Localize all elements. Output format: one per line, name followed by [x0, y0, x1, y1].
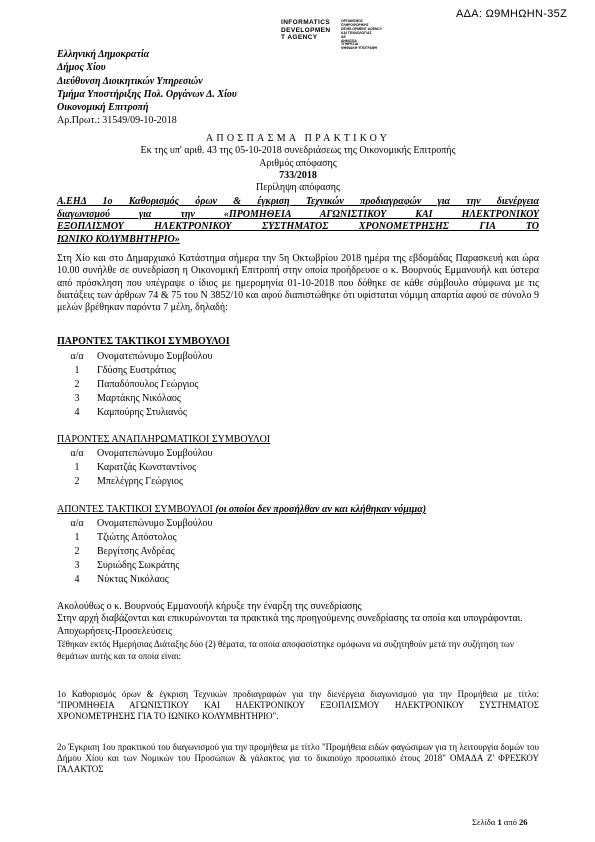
sender-municipality: Δήμος Χίου — [57, 62, 106, 74]
minutes-paragraph: Στην αρχή διαβάζονται και επικυρώνονται τα πρακτικά της προηγούμενης συνεδρίασης τα οποία και υπογράφονται. — [57, 613, 523, 625]
subject: Α.ΕΗΔ 1ο Καθορισμός όρων & έγκριση Τεχνικών προδιαγραφών για την διενέργεια διαγωνισμού για την «ΠΡΟΜΗΘΕΙΑ ΑΓΩΝΙΣΤΙΚΟΥ ΚΑΙ ΗΛΕΚΤΡΟΝΙΚΟΥ ΕΞΟΠΛΙΣΜΟΥ ΗΛΕΚΤΡΟΝΙΚΟΥ ΣΥΣΤΗΜΑΤΟΣ ΧΡΟΝΟΜΕΤΡΗΣΗΣ ΓΙΑ ΤΟ ΙΩΝΙΚΟ ΚΟΛΥΜΒΗΤΗΡΙΟ» — [57, 196, 539, 245]
decision-number: 733/2018 — [279, 169, 317, 181]
list-item: 2 Βεργίτσης Ανδρέας — [74, 546, 175, 557]
sender-department: Τμήμα Υποστήριξης Πολ. Οργάνων Δ. Χίου — [57, 88, 237, 100]
list-item: 4 Καμπούρης Στυλιανός — [74, 407, 187, 418]
logo-text: INFORMATICS DEVELOPMEN T AGENCY — [281, 19, 331, 42]
absent-list — [57, 517, 213, 587]
agenda-item-2: 2ο Έγκριση 1ου πρακτικού του διαγωνισμού για την προμήθεια με τίτλο "Προμήθεια ειδών φαγώσιμων για τη λειτουργία δομών του Δήμου Χίου και των Νομικών του Προσώπων & γάλακτος για το δικαιούχο προσωπικό έτους 2018" ΟΜΑΔΑ Ζ' ΦΡΕΣΚΟΥ ΓΑΛΑΚΤΟΣ — [57, 742, 539, 774]
list-item: 4 Νύκτας Νικόλαος — [74, 574, 169, 585]
alternates-title: ΠΑΡΟΝΤΕΣ ΑΝΑΠΛΗΡΩΜΑΤΙΚΟΙ ΣΥΜΒΟΥΛΟΙ — [57, 434, 271, 445]
document-header — [57, 133, 539, 194]
agenda-paragraph: Τέθηκαν εκτός Ημερήσιας Διάταξης δύο (2) θέματα, τα οποία αποφασίστηκε ομόφωνα να συζητηθούν μετά την συζήτηση των θεμάτων αυτής και τα οποία είναι: — [57, 638, 514, 662]
list-item: 3 Συριώδης Σωκράτης — [74, 560, 180, 571]
sender-committee: Οικονομική Επιτροπή — [57, 102, 149, 114]
sender-directorate: Διεύθυνση Διοικητικών Υπηρεσιών — [57, 75, 203, 87]
list-item: 1 Τζιώτης Απόστολος — [74, 532, 177, 543]
decision-label: Αριθμός απόφασης — [259, 157, 337, 169]
alternates-list — [57, 447, 213, 489]
absent-title: ΑΠΟΝΤΕΣ ΤΑΚΤΙΚΟΙ ΣΥΜΒΟΥΛΟΙ (οι οποίοι δεν προσήλθαν αν και κλήθηκαν νόμιμα) — [57, 504, 427, 515]
opening-paragraph: Ακολούθως ο κ. Βουρνούς Εμμανουήλ κήρυξε την έναρξη της συνεδρίασης — [57, 601, 362, 612]
sender-block — [57, 48, 237, 128]
present-title: ΠΑΡΟΝΤΕΣ ΤΑΚΤΙΚΟΙ ΣΥΜΒΟΥΛΟΙ — [57, 336, 230, 347]
list-item: 1 Γδύσης Ευστράτιος — [74, 365, 176, 376]
summary-label: Περίληψη απόφασης — [256, 182, 340, 194]
list-item: 1 Καρατζάς Κωνσταντίνος — [74, 462, 197, 473]
agenda-item-1: 1ο Καθορισμός όρων & έγκριση Τεχνικών προδιαγραφών για την διενέργεια διαγωνισμού για την Προμήθεια με τίτλο: "ΠΡΟΜΗΘΕΙΑ ΑΓΩΝΙΣΤΙΚΟΥ ΚΑΙ ΗΛΕΚΤΡΟΝΙΚΟΥ ΕΞΟΠΛΙΣΜΟΥ ΗΛΕΚΤΡΟΝΙΚΟΥ ΣΥΣΤΗΜΑΤΟΣ ΧΡΟΝΟΜΕΤΡΗΣΗΣ ΓΙΑ ΤΟ ΙΩΝΙΚΟ ΚΟΛΥΜΒΗΤΗΡΙΟ". — [57, 689, 539, 721]
list-item: α/α Ονοματεπώνυμο Συμβούλου — [70, 518, 213, 529]
document-title: ΑΠΟΣΠΑΣΜΑ ΠΡΑΚΤΙΚΟΥ — [205, 133, 391, 144]
list-item: 2 Παπαδόπουλος Γεώργιος — [74, 379, 199, 390]
list-item: α/α Ονοματεπώνυμο Συμβούλου — [70, 351, 213, 362]
page-footer: Σελίδα 1 από 26 — [472, 817, 528, 827]
list-item: α/α Ονοματεπώνυμο Συμβούλου — [70, 448, 213, 459]
list-item: 3 Μαρτάκης Νικόλαος — [74, 393, 181, 404]
present-list — [57, 350, 213, 420]
session-body: Στη Χίο και στο Δημαρχιακό Κατάστημα σήμερα την 5η Οκτωβρίου 2018 ημέρα της εβδομάδας Παρασκευή και ώρα 10.00 συνήλθε σε συνεδρίαση η Οικονομική Επιτροπή στην οποία προήδρευσε ο κ. Βουρνούς Εμμανουήλ και ύστερα από πρόσκληση που υπέγραψε ο ίδιος με ημερομηνία 01-10-2018 που δόθηκε σε κάθε σύμβουλο σύμφωνα με τις διατάξεις των άρθρων 74 & 75 του Ν 3852/10 και αφού διαπιστώθηκε ότι υφίσταται νόμιμη απαρτία αφού σε σύνολο 9 μελών βρέθηκαν παρόντα 7 μέλη, δηλαδή: — [57, 253, 539, 314]
protocol-number: Αρ.Πρωτ.: 31549/09-10-2018 — [57, 115, 177, 127]
list-item: 2 Μπελέγρης Γεώργιος — [74, 476, 183, 487]
ada-code: ΑΔΑ: Ω9ΜΗΩΗΝ-35Ζ — [456, 8, 568, 20]
session-line: Εκ της υπ' αριθ. 43 της 05-10-2018 συνεδριάσεως της Οικονομικής Επιτροπής — [140, 145, 456, 157]
diavgeia-logo — [281, 19, 381, 51]
sender-country: Ελληνική Δημοκρατία — [57, 49, 150, 60]
departures-heading: Αποχωρήσεις-Προσελεύσεις — [57, 625, 172, 637]
logo-fine-text: ΟΡΓΑΝΙΣΜΟΣ ΠΛΗΡΟΦΟΡΙΚΗΣ DEVELOPMENT AGENCY ΚΑΙ ΤΕΧΝΟΛΟΓΙΑΣ ΑΕ ΔΗΜΟΣΙΑ ΥΠΗΡΕΣΙΑ ΨΗΦΙΑΚΗ ΥΠΟΓΡΑΦΗ — [341, 19, 383, 51]
proceedings-text — [57, 601, 539, 662]
